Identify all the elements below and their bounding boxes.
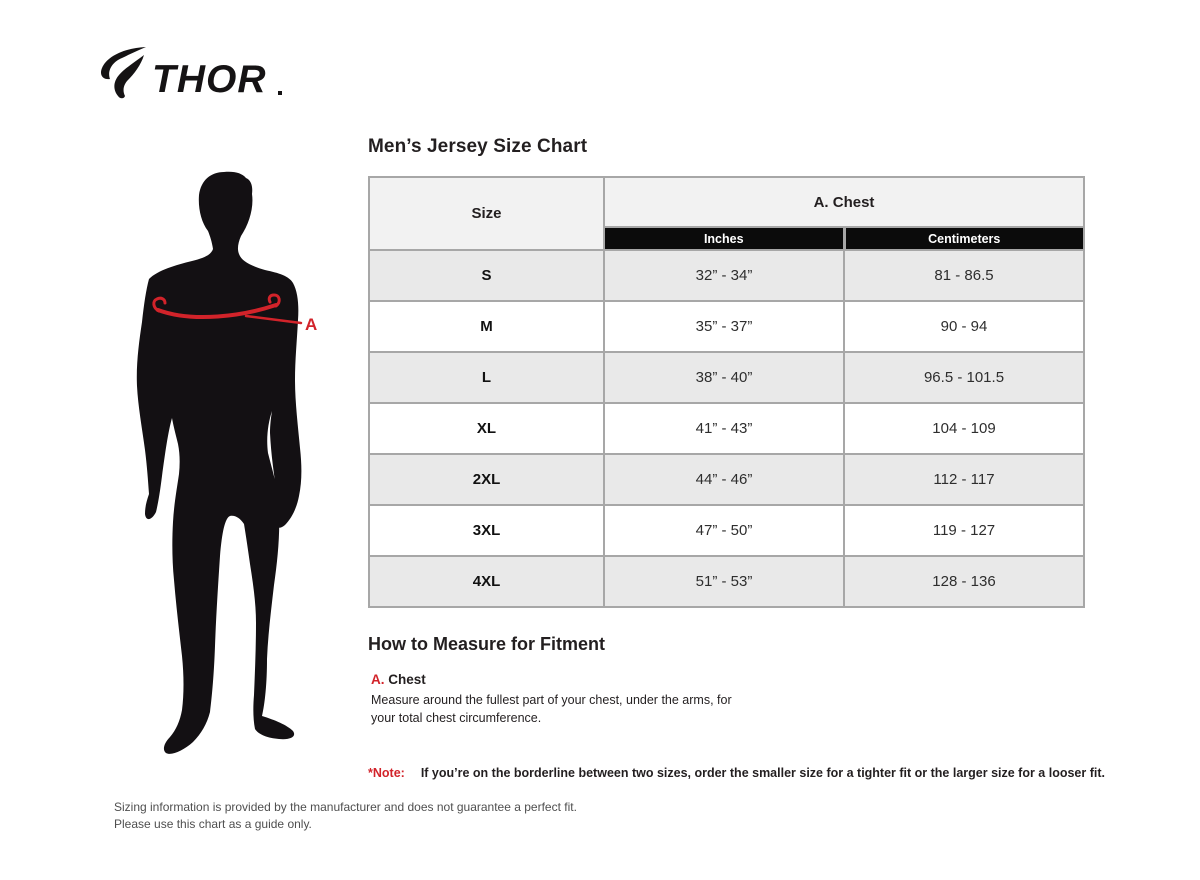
size-cell: M [369, 301, 604, 352]
table-row-m [369, 301, 1084, 352]
measure-item-label: Chest [388, 672, 426, 687]
size-cell: 4XL [369, 556, 604, 607]
footer-line-2: Please use this chart as a guide only. [114, 817, 312, 832]
inches-cell: 51” - 53” [604, 556, 844, 607]
cm-cell: 119 - 127 [844, 505, 1084, 556]
footer-line-1: Sizing information is provided by the manufacturer and does not guarantee a perfect fit. [114, 800, 577, 814]
table-row-s [369, 250, 1084, 301]
inches-cell: 41” - 43” [604, 403, 844, 454]
inches-cell: 38” - 40” [604, 352, 844, 403]
cm-cell: 112 - 117 [844, 454, 1084, 505]
cm-cell: 90 - 94 [844, 301, 1084, 352]
size-chart-table [368, 176, 1085, 608]
size-cell: XL [369, 403, 604, 454]
size-cell: 2XL [369, 454, 604, 505]
column-header-size: Size [369, 177, 604, 250]
thor-horned-head-icon [101, 47, 146, 98]
measure-item-chest [371, 672, 733, 727]
measure-section-title: How to Measure for Fitment [368, 634, 606, 654]
cm-cell: 81 - 86.5 [844, 250, 1084, 301]
cm-cell: 128 - 136 [844, 556, 1084, 607]
table-row-2xl [369, 454, 1084, 505]
inches-cell: 44” - 46” [604, 454, 844, 505]
cm-cell: 104 - 109 [844, 403, 1084, 454]
chest-marker-label: A [305, 315, 318, 334]
size-cell: 3XL [369, 505, 604, 556]
inches-cell: 47” - 50” [604, 505, 844, 556]
note-label: *Note: [368, 766, 405, 780]
table-row-l [369, 352, 1084, 403]
table-row-4xl [369, 556, 1084, 607]
man-silhouette [137, 172, 302, 754]
size-cell: S [369, 250, 604, 301]
footer-disclaimer [114, 799, 577, 834]
sizing-note [368, 766, 1105, 780]
table-row-3xl [369, 505, 1084, 556]
header-row [369, 177, 1084, 227]
column-header-centimeters: Centimeters [844, 227, 1084, 250]
logo-trademark-dot [278, 91, 282, 95]
body-silhouette-figure [128, 166, 333, 781]
inches-cell: 32” - 34” [604, 250, 844, 301]
measure-item-description: Measure around the fullest part of your chest, under the arms, for your total chest circumference. [371, 693, 732, 726]
column-header-inches: Inches [604, 227, 844, 250]
size-cell: L [369, 352, 604, 403]
table-row-xl [369, 403, 1084, 454]
measure-item-title [371, 672, 733, 687]
note-text: If you’re on the borderline between two sizes, order the smaller size for a tighter fit or the larger size for a looser fit. [420, 766, 1105, 780]
column-header-chest: A. Chest [604, 177, 1084, 227]
thor-logo-text: THOR [152, 58, 267, 101]
inches-cell: 35” - 37” [604, 301, 844, 352]
size-chart-title: Men’s Jersey Size Chart [368, 136, 588, 157]
measure-item-key: A. [371, 672, 385, 687]
cm-cell: 96.5 - 101.5 [844, 352, 1084, 403]
thor-logo [100, 44, 295, 106]
